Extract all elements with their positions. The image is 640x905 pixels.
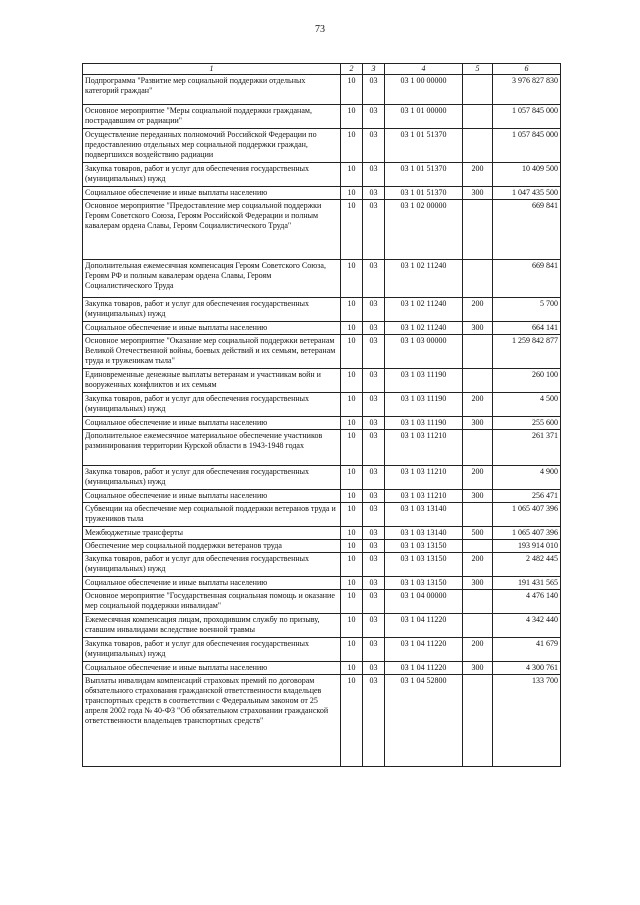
row-name-cell: Социальное обеспечение и иные выплаты населению — [83, 490, 341, 503]
row-name-cell: Социальное обеспечение и иные выплаты населению — [83, 187, 341, 200]
row-cell-4: 03 1 04 11220 — [385, 662, 463, 675]
row-cell-6: 1 057 845 000 — [493, 105, 561, 129]
row-cell-4: 03 1 03 13140 — [385, 503, 463, 527]
row-cell-3: 03 — [363, 614, 385, 638]
table-row — [83, 614, 561, 638]
row-cell-4: 03 1 02 00000 — [385, 200, 463, 260]
table-row — [83, 129, 561, 163]
table-row — [83, 577, 561, 590]
row-cell-6: 669 841 — [493, 200, 561, 260]
row-cell-2: 10 — [341, 105, 363, 129]
table-row — [83, 187, 561, 200]
row-cell-2: 10 — [341, 662, 363, 675]
row-name-cell: Обеспечение мер социальной поддержки ветеранов труда — [83, 540, 341, 553]
row-cell-5: 300 — [463, 577, 493, 590]
row-cell-2: 10 — [341, 540, 363, 553]
row-cell-5: 500 — [463, 527, 493, 540]
table-row — [83, 675, 561, 767]
row-cell-6: 191 431 565 — [493, 577, 561, 590]
row-cell-4: 03 1 04 52800 — [385, 675, 463, 767]
row-cell-2: 10 — [341, 298, 363, 322]
table-row — [83, 417, 561, 430]
row-cell-3: 03 — [363, 540, 385, 553]
row-cell-5 — [463, 675, 493, 767]
row-cell-2: 10 — [341, 200, 363, 260]
row-cell-5 — [463, 503, 493, 527]
header-row — [83, 64, 561, 75]
row-cell-5 — [463, 540, 493, 553]
row-cell-6: 133 700 — [493, 675, 561, 767]
row-name-cell: Социальное обеспечение и иные выплаты населению — [83, 322, 341, 335]
row-cell-3: 03 — [363, 129, 385, 163]
row-cell-6: 41 679 — [493, 638, 561, 662]
row-cell-2: 10 — [341, 187, 363, 200]
table-row — [83, 527, 561, 540]
row-cell-3: 03 — [363, 590, 385, 614]
row-cell-5 — [463, 129, 493, 163]
row-cell-3: 03 — [363, 527, 385, 540]
row-name-cell: Закупка товаров, работ и услуг для обеспечения государственных (муниципальных) нужд — [83, 466, 341, 490]
table-row — [83, 200, 561, 260]
column-header-3: 3 — [363, 64, 385, 75]
table-row — [83, 430, 561, 466]
row-cell-3: 03 — [363, 662, 385, 675]
row-cell-6: 261 371 — [493, 430, 561, 466]
row-name-cell: Выплаты инвалидам компенсаций страховых премий по договорам обязательного страхования гражданской ответственности владельцев транспортных средств в соответствии с Федеральным законом от 25 апреля 2002 года № 40-ФЗ "Об обязательном страховании гражданской ответственности владельцев транспортных средств" — [83, 675, 341, 767]
row-cell-4: 03 1 02 11240 — [385, 260, 463, 298]
row-cell-3: 03 — [363, 369, 385, 393]
row-cell-2: 10 — [341, 527, 363, 540]
row-cell-2: 10 — [341, 260, 363, 298]
budget-table — [82, 63, 561, 767]
row-cell-4: 03 1 03 11190 — [385, 393, 463, 417]
row-name-cell: Подпрограмма "Развитие мер социальной поддержки отдельных категорий граждан" — [83, 75, 341, 105]
table-row — [83, 540, 561, 553]
row-cell-3: 03 — [363, 638, 385, 662]
row-cell-6: 255 600 — [493, 417, 561, 430]
row-name-cell: Основное мероприятие "Предоставление мер социальной поддержки Героям Советского Союза, Героям Российской Федерации и полным кавалерам ордена Славы, Героям Социалистического Труда" — [83, 200, 341, 260]
row-cell-3: 03 — [363, 393, 385, 417]
row-cell-4: 03 1 03 11190 — [385, 369, 463, 393]
row-cell-4: 03 1 02 11240 — [385, 322, 463, 335]
table-body — [83, 75, 561, 767]
table-row — [83, 335, 561, 369]
row-name-cell: Закупка товаров, работ и услуг для обеспечения государственных (муниципальных) нужд — [83, 638, 341, 662]
row-cell-2: 10 — [341, 490, 363, 503]
row-cell-5 — [463, 430, 493, 466]
row-cell-3: 03 — [363, 298, 385, 322]
table-row — [83, 503, 561, 527]
row-cell-6: 4 342 440 — [493, 614, 561, 638]
row-cell-2: 10 — [341, 638, 363, 662]
row-cell-6: 1 065 407 396 — [493, 527, 561, 540]
row-name-cell: Закупка товаров, работ и услуг для обеспечения государственных (муниципальных) нужд — [83, 298, 341, 322]
row-cell-5 — [463, 200, 493, 260]
row-cell-2: 10 — [341, 553, 363, 577]
table-row — [83, 466, 561, 490]
row-cell-3: 03 — [363, 577, 385, 590]
row-name-cell: Закупка товаров, работ и услуг для обеспечения государственных (муниципальных) нужд — [83, 393, 341, 417]
row-cell-2: 10 — [341, 466, 363, 490]
row-cell-3: 03 — [363, 553, 385, 577]
row-cell-3: 03 — [363, 417, 385, 430]
row-cell-5: 200 — [463, 163, 493, 187]
table-row — [83, 553, 561, 577]
row-name-cell: Ежемесячная компенсация лицам, проходившим службу по призыву, ставшим инвалидами вследствие военной травмы — [83, 614, 341, 638]
row-name-cell: Единовременные денежные выплаты ветеранам и участникам войн и вооруженных конфликтов и их семьям — [83, 369, 341, 393]
row-cell-4: 03 1 03 11210 — [385, 466, 463, 490]
row-cell-2: 10 — [341, 322, 363, 335]
row-cell-3: 03 — [363, 335, 385, 369]
row-cell-4: 03 1 03 13150 — [385, 577, 463, 590]
row-cell-4: 03 1 01 51370 — [385, 163, 463, 187]
row-cell-5: 200 — [463, 393, 493, 417]
row-cell-5 — [463, 369, 493, 393]
row-cell-6: 669 841 — [493, 260, 561, 298]
row-cell-5: 300 — [463, 187, 493, 200]
row-cell-3: 03 — [363, 260, 385, 298]
row-cell-6: 260 100 — [493, 369, 561, 393]
table-row — [83, 75, 561, 105]
table-header — [83, 64, 561, 75]
row-cell-3: 03 — [363, 430, 385, 466]
row-cell-4: 03 1 03 11190 — [385, 417, 463, 430]
row-cell-4: 03 1 03 13150 — [385, 553, 463, 577]
table-row — [83, 393, 561, 417]
row-cell-3: 03 — [363, 503, 385, 527]
row-cell-5: 300 — [463, 322, 493, 335]
row-cell-6: 1 065 407 396 — [493, 503, 561, 527]
row-cell-2: 10 — [341, 430, 363, 466]
table-row — [83, 163, 561, 187]
row-cell-5 — [463, 335, 493, 369]
row-cell-3: 03 — [363, 75, 385, 105]
table-row — [83, 322, 561, 335]
row-cell-5 — [463, 260, 493, 298]
row-cell-6: 1 057 845 000 — [493, 129, 561, 163]
row-name-cell: Закупка товаров, работ и услуг для обеспечения государственных (муниципальных) нужд — [83, 553, 341, 577]
row-name-cell: Осуществление переданных полномочий Российской Федерации по предоставлению отдельных мер социальной поддержки граждан, подвергшихся воздействию радиации — [83, 129, 341, 163]
row-cell-5: 300 — [463, 662, 493, 675]
row-cell-6: 1 047 435 500 — [493, 187, 561, 200]
row-cell-5: 200 — [463, 298, 493, 322]
row-cell-3: 03 — [363, 163, 385, 187]
table-row — [83, 298, 561, 322]
row-name-cell: Социальное обеспечение и иные выплаты населению — [83, 417, 341, 430]
row-cell-6: 10 409 500 — [493, 163, 561, 187]
row-cell-3: 03 — [363, 490, 385, 503]
row-cell-2: 10 — [341, 417, 363, 430]
row-cell-4: 03 1 03 13140 — [385, 527, 463, 540]
row-cell-6: 193 914 010 — [493, 540, 561, 553]
row-cell-3: 03 — [363, 187, 385, 200]
row-cell-2: 10 — [341, 75, 363, 105]
row-name-cell: Субвенции на обеспечение мер социальной поддержки ветеранов труда и тружеников тыла — [83, 503, 341, 527]
row-cell-4: 03 1 03 00000 — [385, 335, 463, 369]
row-cell-5 — [463, 75, 493, 105]
row-cell-2: 10 — [341, 503, 363, 527]
row-name-cell: Социальное обеспечение и иные выплаты населению — [83, 577, 341, 590]
row-cell-6: 5 700 — [493, 298, 561, 322]
column-header-1: 1 — [83, 64, 341, 75]
row-cell-4: 03 1 04 00000 — [385, 590, 463, 614]
row-cell-2: 10 — [341, 577, 363, 590]
row-cell-3: 03 — [363, 675, 385, 767]
row-name-cell: Дополнительная ежемесячная компенсация Героям Советского Союза, Героям РФ и полным кавалерам ордена Славы, Героям Социалистического Труда — [83, 260, 341, 298]
row-cell-2: 10 — [341, 590, 363, 614]
row-cell-4: 03 1 03 11210 — [385, 430, 463, 466]
row-cell-6: 4 300 761 — [493, 662, 561, 675]
row-cell-6: 1 259 842 877 — [493, 335, 561, 369]
row-cell-6: 2 482 445 — [493, 553, 561, 577]
row-cell-4: 03 1 00 00000 — [385, 75, 463, 105]
row-name-cell: Межбюджетные трансферты — [83, 527, 341, 540]
row-cell-4: 03 1 04 11220 — [385, 638, 463, 662]
row-cell-6: 4 900 — [493, 466, 561, 490]
column-header-4: 4 — [385, 64, 463, 75]
table-row — [83, 260, 561, 298]
column-header-6: 6 — [493, 64, 561, 75]
column-header-5: 5 — [463, 64, 493, 75]
table-row — [83, 105, 561, 129]
row-cell-6: 664 141 — [493, 322, 561, 335]
table-row — [83, 369, 561, 393]
row-cell-6: 256 471 — [493, 490, 561, 503]
row-name-cell: Социальное обеспечение и иные выплаты населению — [83, 662, 341, 675]
row-cell-6: 4 500 — [493, 393, 561, 417]
row-cell-5: 300 — [463, 490, 493, 503]
row-cell-6: 4 476 140 — [493, 590, 561, 614]
page-number: 73 — [315, 24, 325, 35]
row-cell-2: 10 — [341, 675, 363, 767]
row-cell-4: 03 1 03 11210 — [385, 490, 463, 503]
row-cell-5 — [463, 105, 493, 129]
table-row — [83, 638, 561, 662]
row-cell-3: 03 — [363, 322, 385, 335]
row-cell-3: 03 — [363, 105, 385, 129]
table-row — [83, 662, 561, 675]
column-header-2: 2 — [341, 64, 363, 75]
row-cell-5: 200 — [463, 638, 493, 662]
row-name-cell: Основное мероприятие "Меры социальной поддержки гражданам, пострадавшим от радиации" — [83, 105, 341, 129]
row-cell-3: 03 — [363, 466, 385, 490]
row-cell-2: 10 — [341, 129, 363, 163]
row-cell-2: 10 — [341, 393, 363, 417]
table-row — [83, 590, 561, 614]
row-cell-4: 03 1 04 11220 — [385, 614, 463, 638]
row-name-cell: Основное мероприятие "Государственная социальная помощь и оказание мер социальной поддержки инвалидам" — [83, 590, 341, 614]
row-cell-5 — [463, 590, 493, 614]
row-name-cell: Закупка товаров, работ и услуг для обеспечения государственных (муниципальных) нужд — [83, 163, 341, 187]
table-row — [83, 490, 561, 503]
row-cell-2: 10 — [341, 369, 363, 393]
row-cell-4: 03 1 01 51370 — [385, 187, 463, 200]
row-name-cell: Дополнительное ежемесячное материальное обеспечение участников разминирования территории Курской области в 1943-1948 годах — [83, 430, 341, 466]
row-cell-4: 03 1 01 00000 — [385, 105, 463, 129]
row-cell-4: 03 1 02 11240 — [385, 298, 463, 322]
row-cell-5: 300 — [463, 417, 493, 430]
row-cell-5: 200 — [463, 553, 493, 577]
row-name-cell: Основное мероприятие "Оказание мер социальной поддержки ветеранам Великой Отечественной войны, боевых действий и их семьям, ветеранам труда и труженикам тыла" — [83, 335, 341, 369]
row-cell-5: 200 — [463, 466, 493, 490]
row-cell-3: 03 — [363, 200, 385, 260]
row-cell-6: 3 976 827 830 — [493, 75, 561, 105]
row-cell-2: 10 — [341, 335, 363, 369]
row-cell-4: 03 1 03 13150 — [385, 540, 463, 553]
row-cell-2: 10 — [341, 614, 363, 638]
row-cell-4: 03 1 01 51370 — [385, 129, 463, 163]
row-cell-2: 10 — [341, 163, 363, 187]
row-cell-5 — [463, 614, 493, 638]
